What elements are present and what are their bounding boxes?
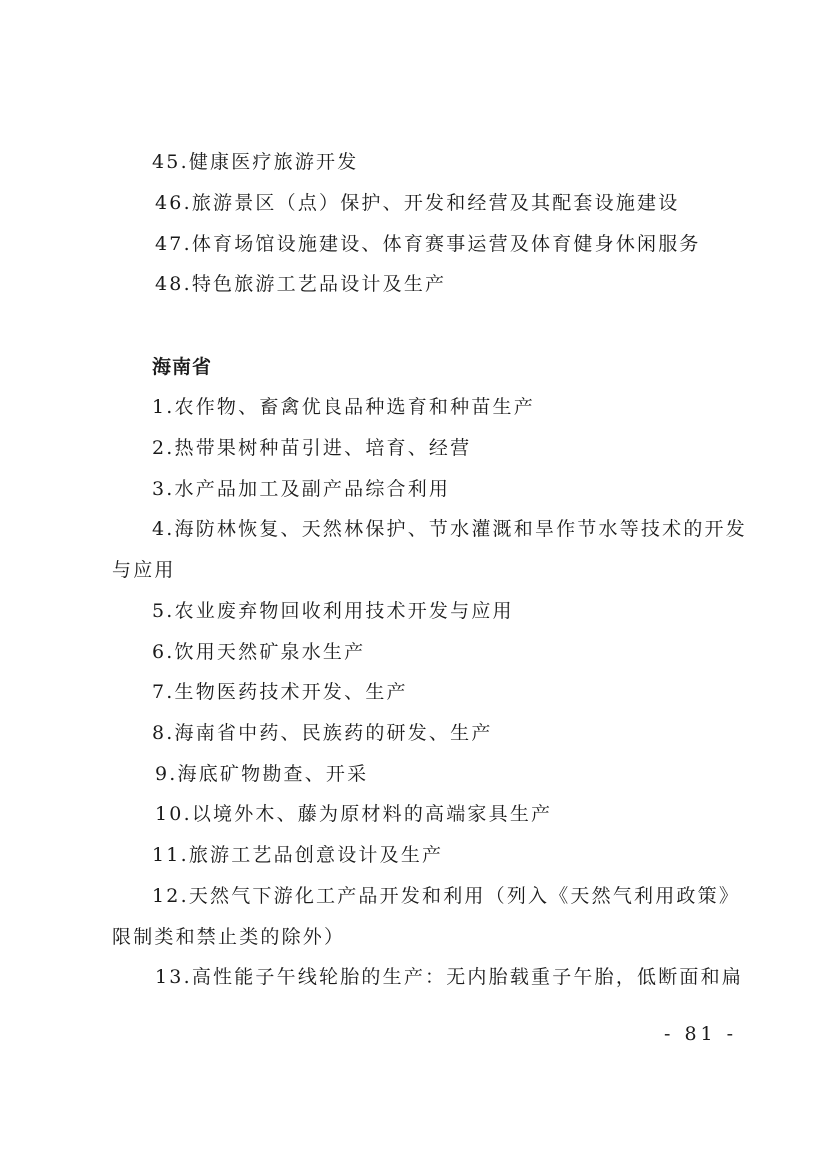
list-item: 13.高性能子午线轮胎的生产：无内胎载重子午胎，低断面和扁 [155,966,744,988]
section-heading: 海南省 [152,356,213,378]
list-item: 46.旅游景区（点）保护、开发和经营及其配套设施建设 [155,192,680,214]
list-item: 8.海南省中药、民族药的研发、生产 [152,722,493,744]
list-item: 4.海防林恢复、天然林保护、节水灌溉和旱作节水等技术的开发 [152,518,747,540]
list-item-continuation: 与应用 [112,559,176,581]
list-item: 11.旅游工艺品创意设计及生产 [152,844,444,866]
list-item: 3.水产品加工及副产品综合利用 [152,478,451,500]
list-item: 5.农业废弃物回收利用技术开发与应用 [152,600,514,622]
list-item: 12.天然气下游化工产品开发和利用（列入《天然气利用政策》 [152,885,741,907]
list-item: 6.饮用天然矿泉水生产 [152,641,366,663]
list-item: 1.农作物、畜禽优良品种选育和种苗生产 [152,396,535,418]
list-item: 7.生物医药技术开发、生产 [152,681,408,703]
list-item: 9.海底矿物勘查、开采 [155,763,369,785]
list-item: 10.以境外木、藤为原材料的高端家具生产 [155,803,553,825]
list-item: 47.体育场馆设施建设、体育赛事运营及体育健身休闲服务 [155,233,701,255]
list-item: 48.特色旅游工艺品设计及生产 [155,273,447,295]
page-number: - 81 - [664,1023,738,1045]
list-item: 45.健康医疗旅游开发 [152,151,359,173]
list-item: 2.热带果树种苗引进、培育、经营 [152,437,472,459]
list-item-continuation: 限制类和禁止类的除外） [112,926,346,948]
